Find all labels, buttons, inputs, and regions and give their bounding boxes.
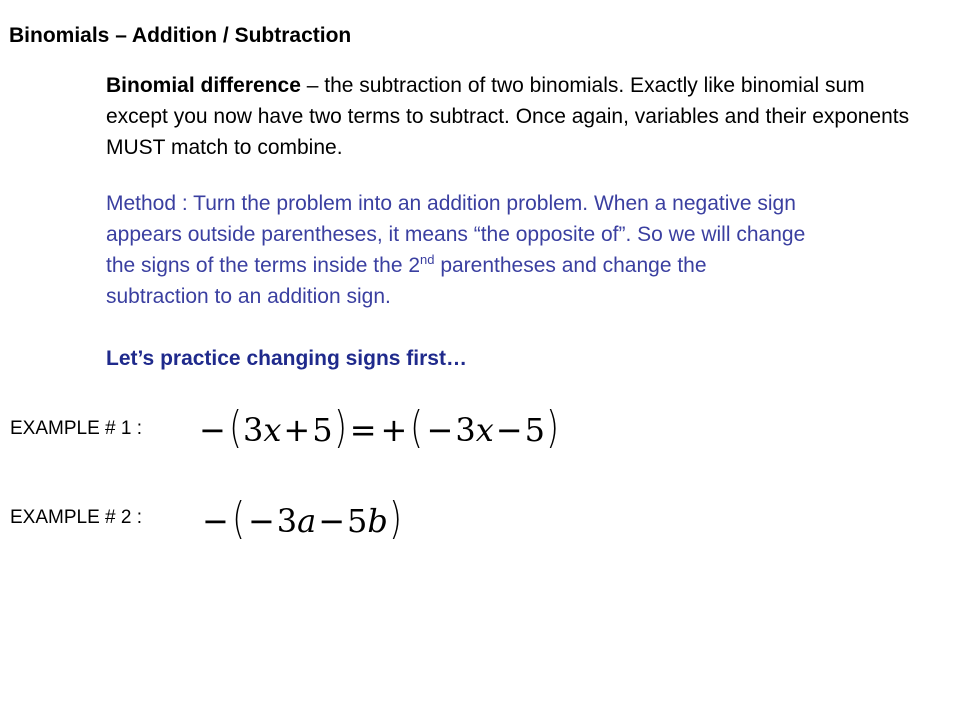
eq2-coefficient-b: 5 xyxy=(347,502,368,540)
example-1-equation xyxy=(197,402,560,455)
eq2-neg-sign: − xyxy=(247,502,275,540)
eq1-coefficient: 3 xyxy=(242,411,264,449)
eq1-constant-2: 5 xyxy=(524,411,545,449)
slide-title: Binomials – Addition / Subtraction xyxy=(9,24,352,47)
method-paragraph xyxy=(106,188,806,312)
eq2-close-paren: ) xyxy=(389,493,402,544)
eq1-minus-2: − xyxy=(495,411,523,449)
eq1-variable: x xyxy=(263,411,282,449)
eq1-neg-sign: − xyxy=(426,411,454,449)
eq1-close-paren-2: ) xyxy=(546,402,559,453)
method-superscript: nd xyxy=(420,252,435,267)
definition-text: – the subtraction of two binomials. Exactly like binomial sum except you now have two terms to subtract. Once again, variables and their exponents MUST match to combine. xyxy=(106,74,910,159)
example-2-equation xyxy=(200,493,403,546)
method-text-before: Method : Turn the problem into an addition problem. When a negative sign appears outside parentheses, it means “the opposite of”. So we will change the signs of the terms inside the 2 xyxy=(106,192,806,277)
eq2-coefficient-a: 3 xyxy=(276,502,298,540)
definition-paragraph xyxy=(106,70,921,163)
eq2-minus: − xyxy=(202,502,229,540)
eq2-minus-2: − xyxy=(318,502,346,540)
example-1-label: EXAMPLE # 1 : xyxy=(10,418,143,439)
practice-heading: Let’s practice changing signs first… xyxy=(106,347,467,370)
eq1-coefficient-2: 3 xyxy=(455,411,476,449)
eq1-plus-sign: + xyxy=(380,411,408,449)
eq1-variable-2: x xyxy=(475,411,494,449)
eq1-close-paren: ) xyxy=(333,402,347,453)
eq1-plus: + xyxy=(283,411,311,449)
example-2-label: EXAMPLE # 2 : xyxy=(10,507,143,528)
method-text-after: parentheses and change the subtraction to an addition sign. xyxy=(106,254,707,308)
eq1-constant: 5 xyxy=(312,411,333,449)
eq1-minus: − xyxy=(199,411,226,449)
definition-term: Binomial difference xyxy=(106,74,301,97)
eq2-open-paren: ( xyxy=(231,493,245,544)
eq2-variable-a: a xyxy=(297,502,317,540)
eq1-open-paren-2: ( xyxy=(410,402,424,453)
eq2-variable-b: b xyxy=(367,502,388,540)
eq1-open-paren: ( xyxy=(228,402,242,453)
eq1-equals: = xyxy=(349,411,377,449)
